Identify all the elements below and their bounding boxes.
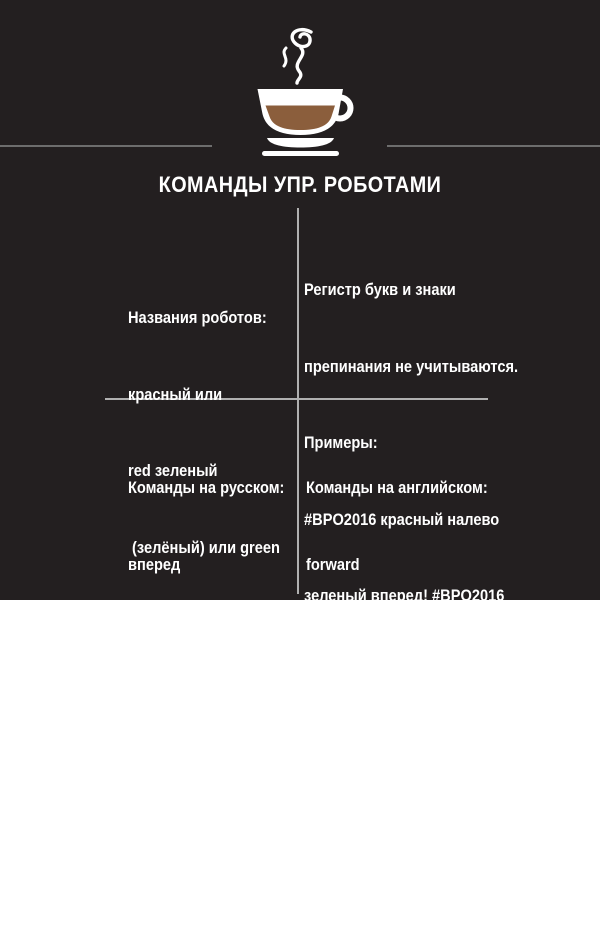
cell-russian-commands <box>128 424 284 934</box>
saucer-base <box>262 151 339 156</box>
edge-line-left <box>0 145 212 147</box>
text-line: зеленый вперед! #BPO2016 <box>304 586 505 605</box>
text-line: forward <box>306 554 360 574</box>
text-line: #BPO2016 разворот, красный <box>304 662 518 682</box>
text-line: (зелёный) или green <box>128 537 280 557</box>
text-line: Примеры: <box>304 433 378 452</box>
text-line: влево <box>128 707 172 727</box>
text-line: turn <box>306 860 335 880</box>
page-title: КОМАНДЫ УПР. РОБОТАМИ <box>158 172 442 197</box>
text-line: вправо <box>128 784 181 803</box>
text-line: #BPO2016 красный налево <box>304 509 500 529</box>
text-line: red зеленый <box>128 461 218 480</box>
cell-english-commands <box>306 424 488 934</box>
coffee-cup-icon <box>240 18 380 158</box>
text-line: разворот <box>128 860 195 880</box>
steam-swirl-icon <box>292 30 311 83</box>
text-line: Названия роботов: <box>128 308 267 327</box>
saucer-top <box>267 138 334 148</box>
text-line: вперед <box>128 554 181 574</box>
text-line: Команды на русском: <box>128 478 285 497</box>
text-line: right <box>306 784 339 803</box>
text-line: Команды на английском: <box>306 478 488 497</box>
text-line: green go the right #BPO2016 <box>304 739 505 758</box>
table-divider-vertical <box>297 208 299 594</box>
text-line: backward <box>306 631 374 650</box>
steam-swirl-small-icon <box>284 48 286 66</box>
edge-line-right <box>387 145 600 147</box>
text-line: left <box>306 707 328 727</box>
text-line: Регистр букв и знаки <box>304 280 456 299</box>
text-line: назад <box>128 631 170 650</box>
text-line: препинания не учитываются. <box>304 356 519 376</box>
text-line: красный или <box>128 384 223 404</box>
